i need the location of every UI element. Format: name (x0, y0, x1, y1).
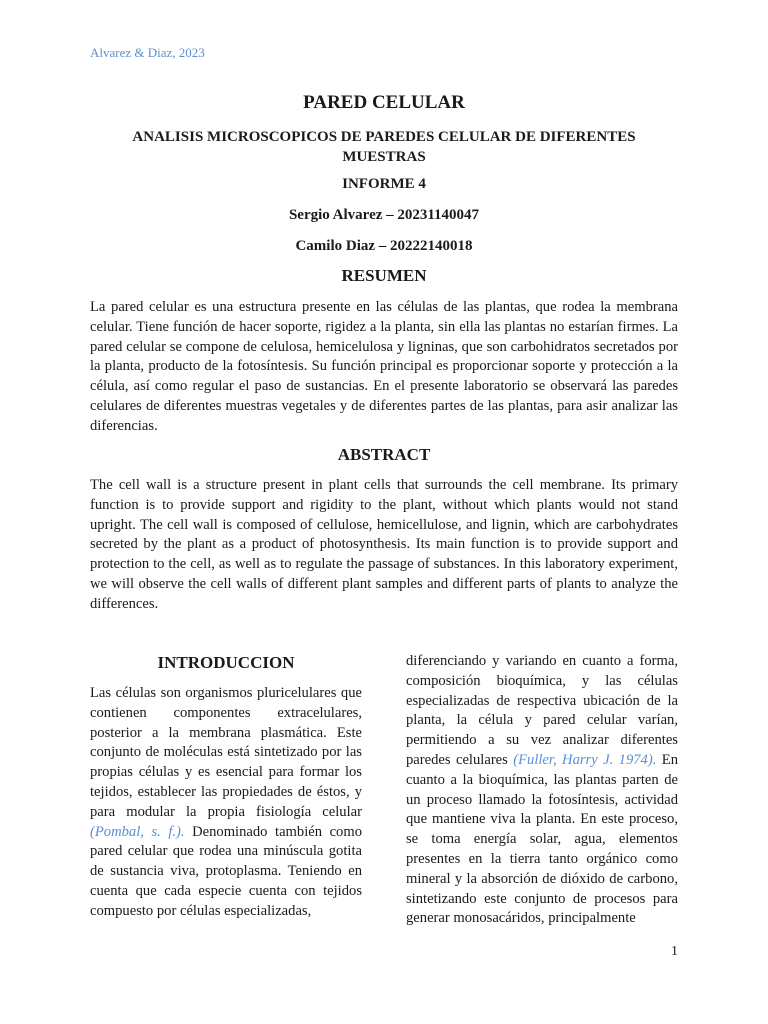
citation-link[interactable]: (Pombal, s. f.). (90, 823, 185, 840)
intro-text: En cuanto a la bioquímica, las plantas parten de un proceso llamado la fotosíntesis, actividad que mantiene viva la planta. En este proceso, se toma energía solar, agua, elementos presentes en la tierra tanto orgánico como mineral y la absorción de dióxido de carbono, sintetizando este conjunto de procesos para generar monosacáridos, principalmente (406, 751, 678, 927)
document-subtitle: ANALISIS MICROSCOPICOS DE PAREDES CELULAR DE DIFERENTES MUESTRAS (132, 129, 636, 165)
document-title: PARED CELULAR (303, 92, 465, 113)
report-number: INFORME 4 (342, 176, 426, 192)
introduccion-left-column (90, 684, 362, 922)
introduccion-heading: INTRODUCCION (157, 653, 295, 672)
running-header: Alvarez & Diaz, 2023 (90, 45, 205, 60)
author-line: Sergio Alvarez – 20231140047 (288, 207, 480, 223)
resumen-heading: RESUMEN (341, 266, 427, 285)
author-line: Camilo Diaz – 20222140018 (295, 238, 473, 254)
intro-text: Denominado también como pared celular que rodea una minúscula gotita de sustancia viva, protoplasma. Teniendo en cuenta que cada especie cuenta con tejidos compuesto por células especializadas, (90, 823, 362, 919)
intro-text: Las células son organismos pluricelulares que contienen componentes extracelulares, posterior a la membrana plasmática. Este conjunto de moléculas está sintetizado por las propias células y es esencial para formar los tejidos, establecer las propiedades de éstos, y para modular la propia fisiología celular (90, 685, 362, 820)
intro-text: diferenciando y variando en cuanto a forma, composición bioquímica, y las células especializadas de respectiva ubicación de la planta, la célula y pared celular varían, permitiendo a su vez analizar diferentes paredes celulares (406, 653, 678, 768)
resumen-paragraph: La pared celular es una estructura presente en las células de las plantas, que rodea la membrana celular. Tiene función de hacer soporte, rigidez a la planta, sin ella las plantas no estarían firmes. La pared celular se compone de celulosa, hemicelulosa y ligninas, que son carbohidratos secretados por la planta, producto de la fotosíntesis. Su función principal es proporcionar soporte y protección a la célula, así como regular el paso de sustancias. En el presente laboratorio se observará las paredes celulares de diferentes muestras vegetales y de diferentes partes de las plantas, para asir analizar las diferencias. (90, 299, 678, 434)
abstract-heading: ABSTRACT (337, 445, 431, 464)
page-number: 1 (671, 944, 678, 959)
abstract-paragraph: The cell wall is a structure present in plant cells that surrounds the cell membrane. Its primary function is to provide support and rigidity to the plant, without which plants would not stand upright. The cell wall is composed of cellulose, hemicellulose, and lignin, which are carbohydrates secreted by the plant as a product of photosynthesis. Its main function is to provide support and protection to the cell, as well as to regulate the passage of substances. In this laboratory experiment, we will observe the cell walls of different plant samples and different parts of plants to analyze the differences. (90, 477, 678, 612)
introduccion-right-column (406, 652, 678, 929)
citation-link[interactable]: (Fuller, Harry J. 1974). (513, 751, 657, 768)
